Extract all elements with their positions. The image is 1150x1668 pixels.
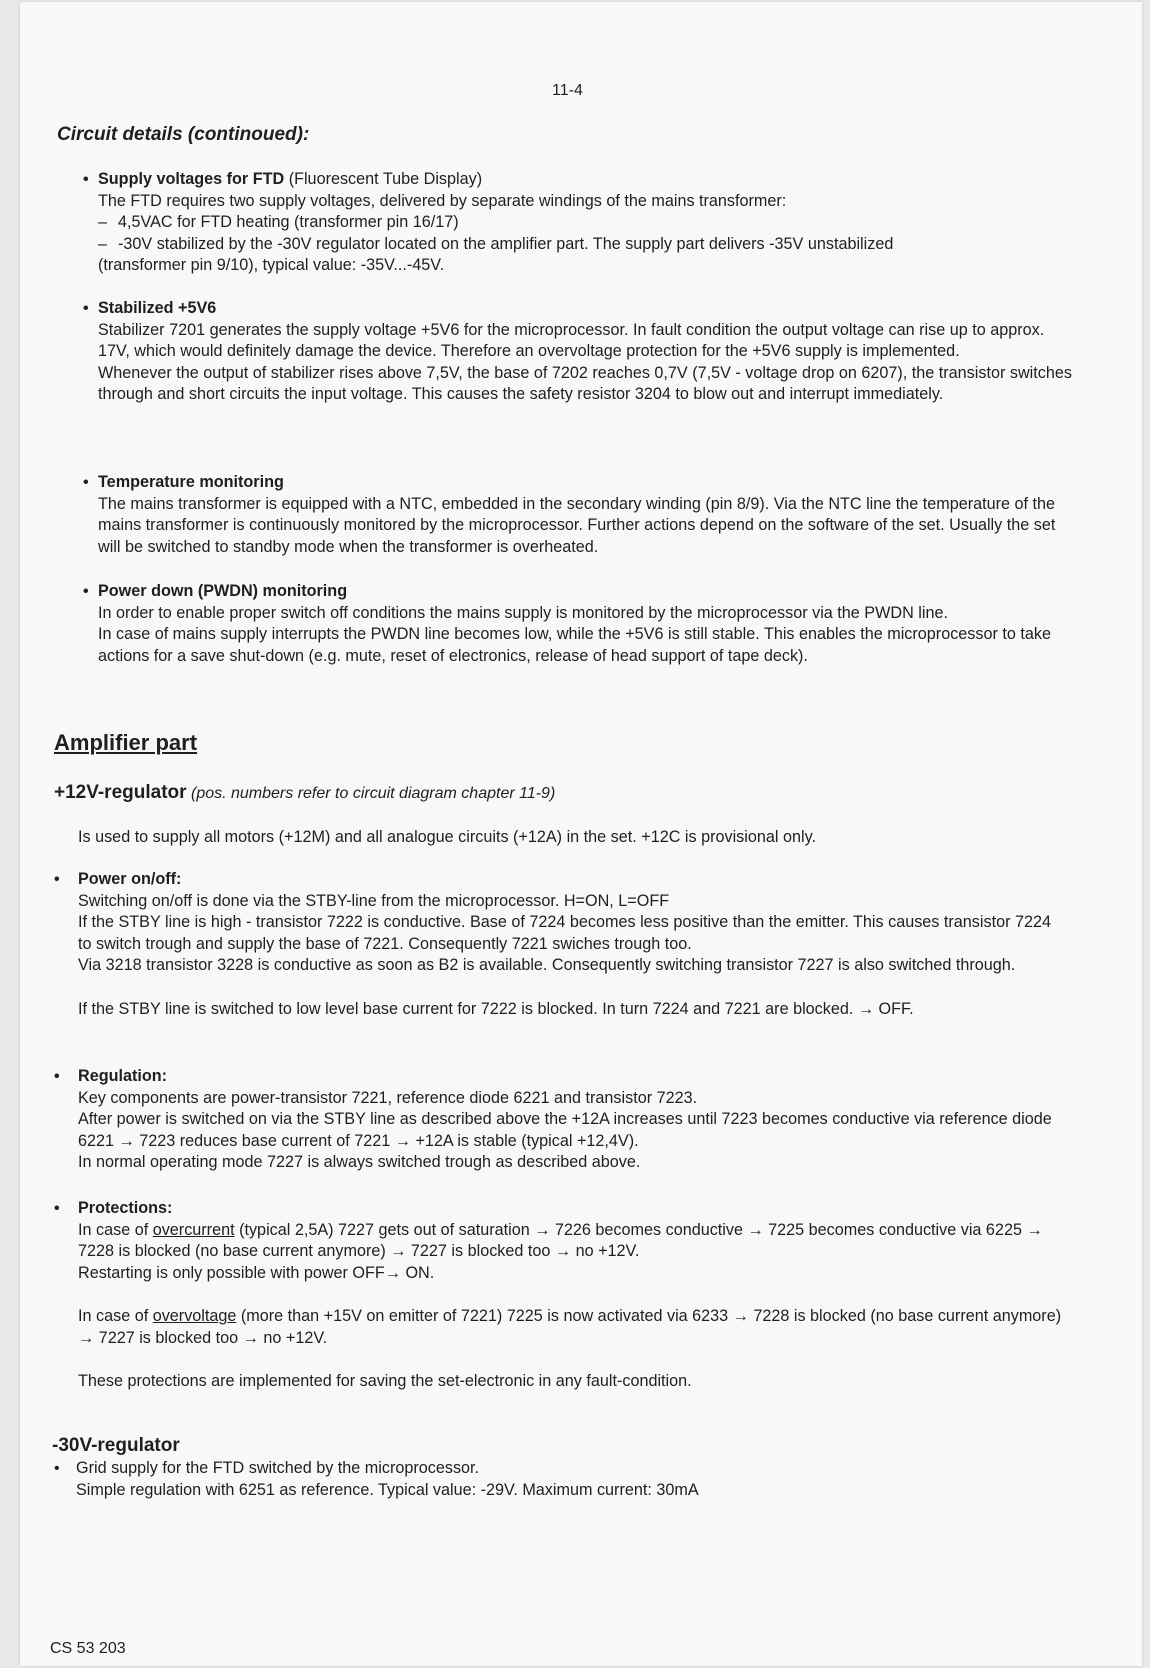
regulator-12v-title: +12V-regulator bbox=[54, 782, 187, 803]
overcurrent-term: overcurrent bbox=[152, 1220, 235, 1239]
page-number: 11-4 bbox=[552, 82, 583, 99]
protections-heading: Protections: bbox=[78, 1199, 173, 1217]
pwdn-text-2: In case of mains supply interrupts the PWDN line becomes low, while the +5V6 is still stable. This enables the microprocessor to take actions for a save shut-down (e.g. mute, reset of electronics, release of head support of tape deck). bbox=[98, 625, 1051, 665]
regulator-12v-note: (pos. numbers refer to circuit diagram chapter 11-9) bbox=[190, 785, 556, 802]
bullet-pwdn: • bbox=[83, 583, 89, 600]
amplifier-part-title: Amplifier part bbox=[54, 730, 198, 755]
regulator-30v-title: -30V-regulator bbox=[52, 1435, 180, 1456]
stab-text-2: Whenever the output of stabilizer rises above 7,5V, the base of 7202 reaches 0,7V (7,5V - voltage drop on 6207), the transistor switches through and short circuits the input voltage. This causes the safety resistor 3204 to blow out and interrupt immediately. bbox=[98, 363, 1072, 404]
temp-heading: Temperature monitoring bbox=[98, 473, 284, 491]
temp-text: The mains transformer is equipped with a NTC, embedded in the secondary winding (pin 8/9). Via the NTC line the temperature of the mains transformer is continuously monitored by the microprocessor. Further actions depend on the software of the set. Usually the set will be switched to standby mode when the transformer is overheated. bbox=[98, 494, 1056, 556]
prot-line-1-pre: In case of bbox=[78, 1220, 149, 1239]
bullet-stab: • bbox=[83, 300, 89, 317]
ftd-item-2: -30V stabilized by the -30V regulator located on the amplifier part. The supply part delivers -35V unstabilized bbox=[118, 234, 894, 253]
power-line-2: If the STBY line is high - transistor 7222 is conductive. Base of 7224 becomes less positive than the emitter. This causes transistor 7224 to switch trough and supply the base of 7221. Consequently 7221 swiches trough too. bbox=[78, 913, 1051, 953]
regulator-30v-section bbox=[76, 1458, 1061, 1501]
stab-text-1: Stabilizer 7201 generates the supply voltage +5V6 for the microprocessor. In fault condition the output voltage can rise up to approx. 17V, which would definitely damage the device. Therefore an overvoltage protection for the +5V6 supply is implemented. bbox=[98, 320, 1045, 361]
ftd-item-1: 4,5VAC for FTD heating (transformer pin 16/17) bbox=[118, 213, 459, 232]
regulator-30v-line-2: Simple regulation with 6251 as reference. Typical value: -29V. Maximum current: 30mA bbox=[76, 1480, 699, 1499]
prot-line-3-post: (more than +15V on emitter of 7221) 7225 is now activated via 6233 → 7228 is blocked (no base current anymore) → 7227 is blocked too → no +12V. bbox=[78, 1306, 1062, 1347]
regulation-heading: Regulation: bbox=[78, 1067, 168, 1085]
ftd-section: Supply voltages for FTD (Fluorescent Tube Display) The FTD requires two supply voltages, delivered by separate windings of the mains transformer: – 4,5VAC for FTD heating (transformer pin 16/17) – -30V stabilized by the -30V regulator located on the amplifier part. The supply part delivers -35V unstabilized (transformer pin 9/10), typical value: -35V...-45V. bbox=[98, 169, 1098, 277]
power-line-3: Via 3218 transistor 3228 is conductive as soon as B2 is available. Consequently switching transistor 7227 is also switched through. bbox=[78, 956, 1016, 975]
power-heading: Power on/off: bbox=[78, 870, 182, 888]
ftd-item-2-cont: (transformer pin 9/10), typical value: -35V...-45V. bbox=[98, 256, 445, 275]
bullet-30v: • bbox=[54, 1460, 60, 1477]
bullet-temp: • bbox=[83, 474, 89, 491]
pwdn-section bbox=[98, 581, 1083, 667]
regulation-line-3: In normal operating mode 7227 is always switched trough as described above. bbox=[78, 1153, 641, 1172]
power-section bbox=[78, 869, 1063, 1020]
overvoltage-term: overvoltage bbox=[152, 1306, 237, 1325]
bullet-protections: • bbox=[54, 1200, 60, 1217]
stab-section bbox=[98, 298, 1078, 406]
ftd-intro: The FTD requires two supply voltages, delivered by separate windings of the mains transformer: bbox=[98, 191, 787, 210]
regulation-line-1: Key components are power-transistor 7221, reference diode 6221 and transistor 7223. bbox=[78, 1088, 698, 1107]
stab-heading: Stabilized +5V6 bbox=[98, 299, 217, 317]
regulator-12v-intro: Is used to supply all motors (+12M) and all analogue circuits (+12A) in the set. +12C is provisional only. bbox=[78, 828, 816, 846]
regulation-line-2: After power is switched on via the STBY line as described above the +12A increases until 7223 becomes conductive via reference diode 6221 → 7223 reduces base current of 7221 → +12A is stable (typical +12,4V). bbox=[78, 1110, 1052, 1150]
prot-line-3-pre: In case of bbox=[78, 1306, 149, 1325]
temp-section bbox=[98, 472, 1078, 558]
regulation-section bbox=[78, 1066, 1063, 1174]
bullet-ftd: • bbox=[83, 171, 89, 188]
bullet-regulation: • bbox=[54, 1068, 60, 1085]
bullet-power: • bbox=[54, 871, 60, 888]
pwdn-heading: Power down (PWDN) monitoring bbox=[98, 582, 348, 600]
protections-section bbox=[78, 1198, 1063, 1392]
power-line-4: If the STBY line is switched to low level base current for 7222 is blocked. In turn 7224 and 7221 are blocked. → OFF. bbox=[78, 999, 914, 1018]
regulator-12v-heading bbox=[54, 782, 555, 804]
regulator-30v-line-1: Grid supply for the FTD switched by the microprocessor. bbox=[76, 1459, 480, 1477]
prot-line-4: These protections are implemented for saving the set-electronic in any fault-condition. bbox=[78, 1371, 692, 1390]
document-code: CS 53 203 bbox=[50, 1640, 126, 1657]
prot-line-2: Restarting is only possible with power OFF→ ON. bbox=[78, 1263, 435, 1282]
circuit-details-title: Circuit details (continoued): bbox=[57, 124, 310, 145]
pwdn-text-1: In order to enable proper switch off conditions the mains supply is monitored by the microprocessor via the PWDN line. bbox=[98, 603, 948, 622]
prot-line-1-post: (typical 2,5A) 7227 gets out of saturation → 7226 becomes conductive → 7225 becomes conductive via 6225 → 7228 is blocked (no base current anymore) → 7227 is blocked too → no +12V. bbox=[78, 1220, 1043, 1261]
ftd-heading-bold: Supply voltages for FTD bbox=[98, 170, 285, 188]
power-line-1: Switching on/off is done via the STBY-line from the microprocessor. H=ON, L=OFF bbox=[78, 891, 670, 910]
ftd-heading-rest: (Fluorescent Tube Display) bbox=[288, 170, 483, 188]
